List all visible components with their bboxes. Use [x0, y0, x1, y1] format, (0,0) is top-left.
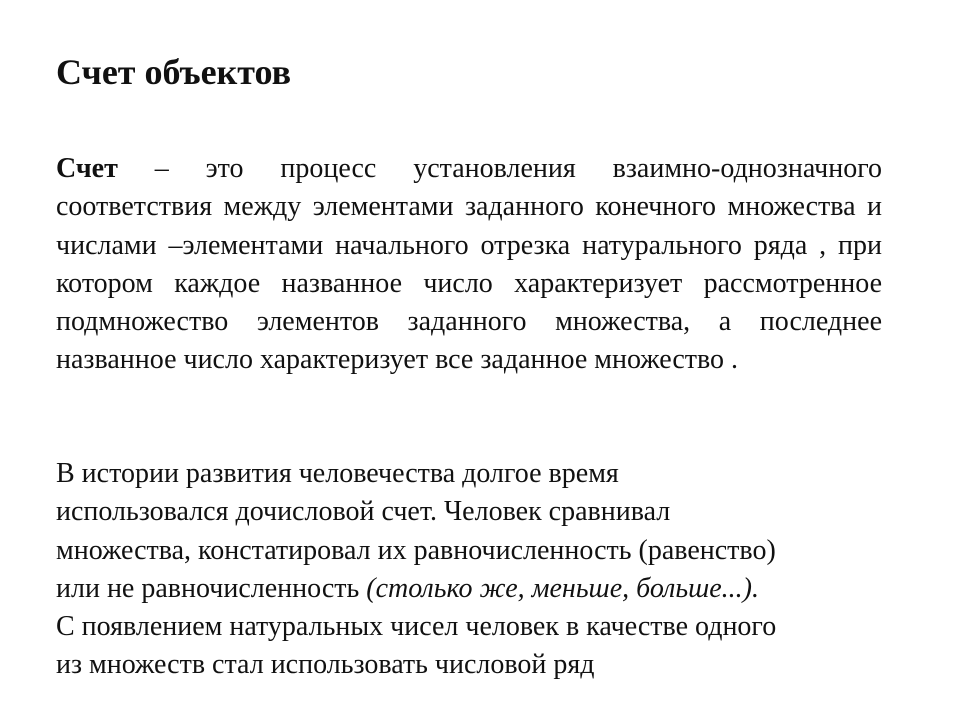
history-line-2: использовался дочисловой счет. Человек сравнивал	[56, 496, 671, 528]
definition-term: Счет	[56, 153, 118, 184]
history-line-6: из множеств стал использовать числовой ряд	[56, 649, 595, 681]
history-paragraph	[56, 455, 906, 685]
history-line-3: множества, констатировал их равночисленность (равенство)	[56, 534, 776, 566]
slide-title: Счет объектов	[56, 52, 292, 92]
definition-paragraph	[56, 150, 882, 380]
history-examples-italic: (столько же, меньше, больше...).	[366, 572, 759, 604]
history-line-4-text: или не равночисленность	[56, 572, 367, 604]
definition-text: – это процесс установления взаимно-однозначного соответствия между элементами заданного конечного множества и числами –элементами начального отрезка натурального ряда , при котором каждое названное число характеризует рассмотренное подмножество элементов заданного множества, а последнее названное число характеризует все заданное множество .	[56, 153, 882, 376]
history-line-4	[56, 570, 906, 608]
history-line-1: В истории развития человечества долгое время	[56, 458, 619, 489]
history-line-5: С появлением натуральных чисел человек в качестве одного	[56, 611, 777, 643]
